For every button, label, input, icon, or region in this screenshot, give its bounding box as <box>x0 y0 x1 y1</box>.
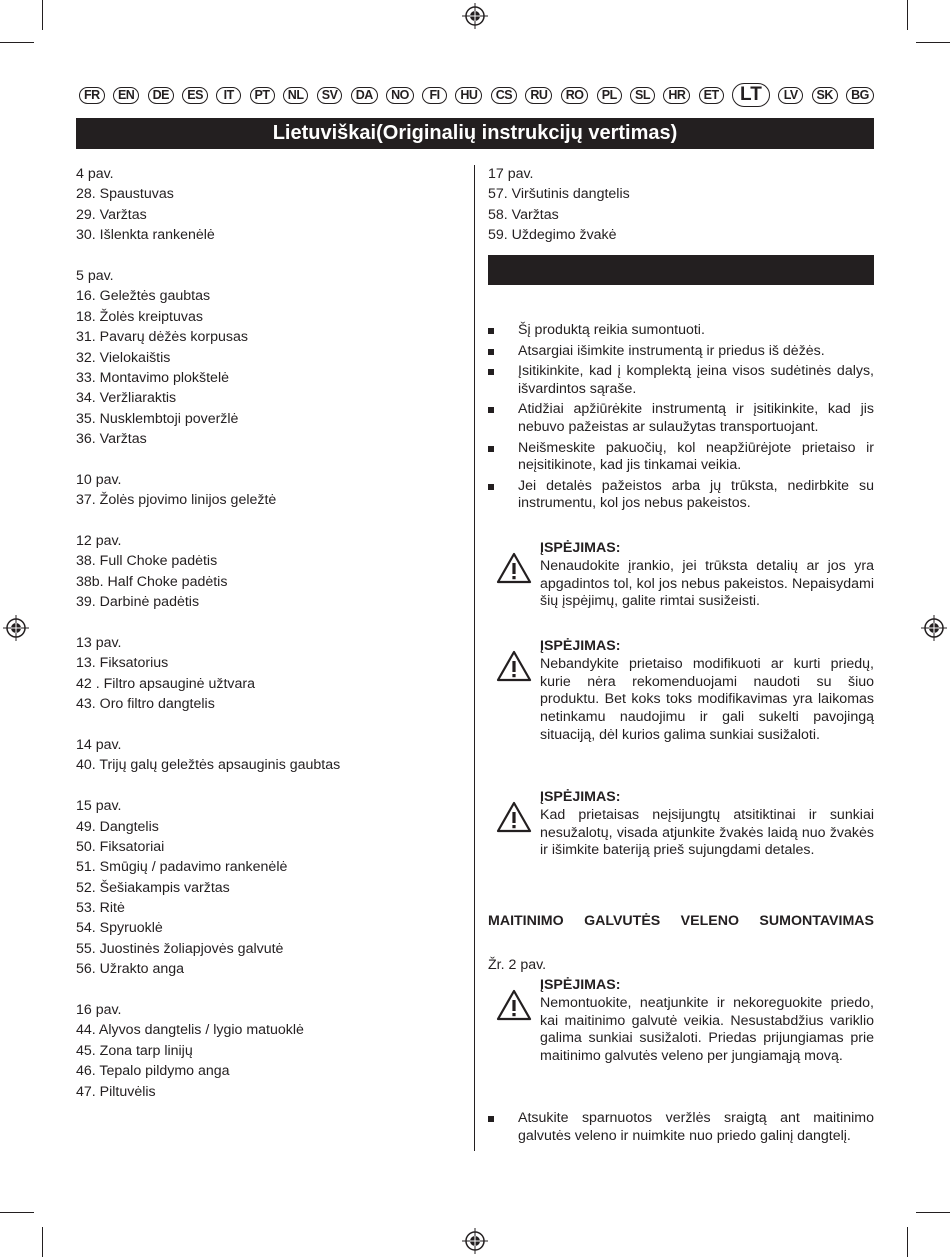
language-badge-pt[interactable]: PT <box>250 87 275 104</box>
bullet-square-icon <box>488 1116 494 1122</box>
parts-list-right <box>488 164 874 246</box>
bullet-square-icon <box>488 349 494 355</box>
warning-block <box>496 638 874 745</box>
part-item: 52. Šešiakampis varžtas <box>76 879 230 896</box>
part-item: 50. Fiksatoriai <box>76 838 165 855</box>
part-item: 40. Trijų galų geležtės apsauginis gaubtas <box>76 757 341 774</box>
part-item: 13. Fiksatorius <box>76 655 169 672</box>
language-badge-lt[interactable]: LT <box>732 83 770 107</box>
bullet-square-icon <box>488 446 494 452</box>
registration-mark-icon <box>462 1228 488 1254</box>
part-item: 46. Tepalo pildymo anga <box>76 1063 230 1080</box>
part-item: 53. Ritė <box>76 900 125 917</box>
language-badge-es[interactable]: ES <box>182 87 208 104</box>
part-item: 34. Veržliaraktis <box>76 390 177 407</box>
part-item: 32. Vielokaištis <box>76 349 171 366</box>
part-item: 57. Viršutinis dangtelis <box>488 186 630 203</box>
warning-block <box>496 789 874 860</box>
language-badge-et[interactable]: ET <box>699 87 724 104</box>
figure-label: 15 pav. <box>76 798 122 815</box>
figure-label: 16 pav. <box>76 1002 122 1019</box>
section-header-bar <box>488 255 874 285</box>
bullet-item <box>488 363 874 398</box>
crop-mark <box>916 1212 950 1213</box>
bullet-item <box>488 343 874 361</box>
part-item: 29. Varžtas <box>76 206 147 223</box>
language-badge-en[interactable]: EN <box>113 87 139 104</box>
language-badge-hu[interactable]: HU <box>455 87 482 104</box>
language-badge-ro[interactable]: RO <box>561 87 589 104</box>
warning-title: ĮSPĖJIMAS: <box>540 638 621 654</box>
part-item: 30. Išlenkta rankenėlė <box>76 227 215 244</box>
figure-label: 12 pav. <box>76 533 122 550</box>
warning-triangle-icon <box>496 552 532 584</box>
language-badge-sv[interactable]: SV <box>317 87 343 104</box>
language-badge-no[interactable]: NO <box>386 87 414 104</box>
language-badge-de[interactable]: DE <box>148 87 174 104</box>
bullet-text: Atsargiai išimkite instrumentą ir priedus iš dėžės. <box>518 342 825 359</box>
warning-body <box>540 977 874 1066</box>
warning-title: ĮSPĖJIMAS: <box>540 540 621 556</box>
language-badge-hr[interactable]: HR <box>663 87 690 104</box>
parts-group <box>76 796 466 980</box>
heading-word: MAITINIMO <box>488 913 564 929</box>
language-badge-fi[interactable]: FI <box>422 87 447 104</box>
warning-body <box>540 540 874 611</box>
figure-reference: Žr. 2 pav. <box>488 957 547 973</box>
column-divider <box>474 165 475 1151</box>
language-badge-lv[interactable]: LV <box>778 87 803 104</box>
part-item: 31. Pavarų dėžės korpusas <box>76 329 248 346</box>
parts-group <box>76 470 466 511</box>
language-badge-it[interactable]: IT <box>216 87 241 104</box>
part-item: 49. Dangtelis <box>76 818 159 835</box>
part-item: 36. Varžtas <box>76 431 147 448</box>
language-badge-nl[interactable]: NL <box>283 87 309 104</box>
part-item: 59. Uždegimo žvakė <box>488 227 617 244</box>
parts-group <box>76 531 466 613</box>
parts-list-left <box>76 164 466 1122</box>
part-item: 38. Full Choke padėtis <box>76 553 218 570</box>
warning-text: Kad prietaisas neįsijungtų atsitiktinai ir sunkiai nesužalotų, visada atjunkite žvakės laidą nuo žvakės ir išimkite bateriją prieš sujungdami detales. <box>540 806 874 859</box>
assembly-bullet-list <box>488 1110 874 1148</box>
bullet-item <box>488 440 874 475</box>
part-item: 43. Oro filtro dangtelis <box>76 696 215 713</box>
parts-group <box>76 735 466 776</box>
parts-group <box>76 633 466 715</box>
part-item: 58. Varžtas <box>488 206 559 223</box>
bullet-square-icon <box>488 369 494 375</box>
warning-triangle-icon <box>496 801 532 833</box>
warning-triangle-icon <box>496 989 532 1021</box>
warning-triangle-icon <box>496 650 532 682</box>
figure-label: 14 pav. <box>76 736 122 753</box>
part-item: 47. Piltuvėlis <box>76 1083 156 1100</box>
part-item: 44. Alyvos dangtelis / lygio matuoklė <box>76 1022 304 1039</box>
crop-mark <box>916 42 950 43</box>
figure-label: 17 pav. <box>488 166 534 182</box>
part-item: 38b. Half Choke padėtis <box>76 573 228 590</box>
parts-group <box>76 1000 466 1102</box>
bullet-text: Jei detalės pažeistos arba jų trūksta, nedirbkite su instrumentu, kol jos nebus pakeistos. <box>518 477 874 512</box>
language-bar <box>79 84 874 106</box>
figure-label: 4 pav. <box>76 166 114 182</box>
bullet-item <box>488 401 874 436</box>
crop-mark <box>0 42 34 43</box>
warning-title: ĮSPĖJIMAS: <box>540 789 621 805</box>
figure-label: 13 pav. <box>76 634 122 651</box>
part-item: 51. Smūgių / padavimo rankenėlė <box>76 859 288 876</box>
bullet-square-icon <box>488 407 494 413</box>
part-item: 42 . Filtro apsauginė užtvara <box>76 675 256 692</box>
bullet-text: Įsitikinkite, kad į komplektą įeina visos sudėtinės dalys, išvardintos sąraše. <box>518 363 874 397</box>
part-item: 28. Spaustuvas <box>76 186 174 203</box>
registration-mark-icon <box>3 615 29 641</box>
figure-label: 5 pav. <box>76 267 114 284</box>
language-badge-sk[interactable]: SK <box>812 87 838 104</box>
language-badge-pl[interactable]: PL <box>597 87 622 104</box>
part-item: 33. Montavimo plokštelė <box>76 369 229 386</box>
language-badge-cs[interactable]: CS <box>491 87 517 104</box>
bullet-square-icon <box>488 484 494 490</box>
part-item: 54. Spyruoklė <box>76 920 163 937</box>
page-title: Lietuviškai(Originalių instrukcijų vertimas) <box>76 118 874 149</box>
crop-mark <box>42 1227 43 1257</box>
crop-mark <box>907 0 908 30</box>
section-heading <box>488 913 874 929</box>
bullet-text: Atidžiai apžiūrėkite instrumentą ir įsitikinkite, kad jis nebuvo pažeistas ar sulaužytas transportuojant. <box>518 401 874 435</box>
warning-block <box>496 540 874 611</box>
part-item: 55. Juostinės žoliapjovės galvutė <box>76 940 284 957</box>
bullet-item <box>488 478 874 513</box>
part-item: 18. Žolės kreiptuvas <box>76 308 203 325</box>
registration-mark-icon <box>921 615 947 641</box>
bullet-item <box>488 322 874 340</box>
parts-group <box>76 164 466 246</box>
warning-text: Nebandykite prietaiso modifikuoti ar kurti priedų, kurie nėra rekomenduojami naudoti su šiuo produktu. Bet koks toks modifikavimas yra laikomas netinkamu naudojimu ir gali sukelti pavojingą situaciją, dėl kurios galima sunkiai susižaloti. <box>540 655 874 743</box>
warning-body <box>540 789 874 860</box>
warning-title: ĮSPĖJIMAS: <box>540 977 621 993</box>
language-badge-bg[interactable]: BG <box>846 87 874 104</box>
part-item: 39. Darbinė padėtis <box>76 594 200 611</box>
unpacking-bullet-list <box>488 322 874 516</box>
language-badge-fr[interactable]: FR <box>79 87 105 104</box>
heading-word: VELENO <box>680 913 740 929</box>
language-badge-sl[interactable]: SL <box>630 87 655 104</box>
bullet-text: Atsukite sparnuotos veržlės sraigtą ant maitinimo galvutės veleno ir nuimkite nuo priedo galinį dangtelį. <box>518 1110 874 1144</box>
heading-word: GALVUTĖS <box>584 913 661 929</box>
bullet-item <box>488 1110 874 1145</box>
figure-label: 10 pav. <box>76 471 122 488</box>
part-item: 45. Zona tarp linijų <box>76 1042 193 1059</box>
part-item: 16. Geležtės gaubtas <box>76 288 211 305</box>
language-badge-da[interactable]: DA <box>351 87 378 104</box>
crop-mark <box>0 1212 34 1213</box>
warning-text: Nemontuokite, neatjunkite ir nekoreguokite priedo, kai maitinimo galvutė veikia. Nesustabdžius variklio galima sunkiai susižaloti. Priedas prijungiamas prie maitinimo galvutės veleno per jungiamąją movą. <box>540 994 874 1065</box>
crop-mark <box>42 0 43 30</box>
heading-word: SUMONTAVIMAS <box>759 913 874 929</box>
part-item: 37. Žolės pjovimo linijos geležtė <box>76 492 277 509</box>
bullet-text: Neišmeskite pakuočių, kol neapžiūrėjote prietaiso ir neįsitikinote, kad jis tinkamai veikia. <box>518 439 874 474</box>
crop-mark <box>907 1227 908 1257</box>
parts-group <box>76 266 466 450</box>
bullet-square-icon <box>488 328 494 334</box>
part-item: 35. Nusklembtoji poveržlė <box>76 410 239 427</box>
warning-block <box>496 977 874 1066</box>
warning-body <box>540 638 874 745</box>
warning-text: Nenaudokite įrankio, jei trūksta detalių ar jos yra apgadintos tol, kol jos nebus pakeistos. Nepaisydami šių įspėjimų, galite rimtai susižeisti. <box>540 557 874 610</box>
bullet-text: Šį produktą reikia sumontuoti. <box>518 322 705 338</box>
language-badge-ru[interactable]: RU <box>525 87 552 104</box>
registration-mark-icon <box>462 3 488 29</box>
part-item: 56. Užrakto anga <box>76 961 185 978</box>
